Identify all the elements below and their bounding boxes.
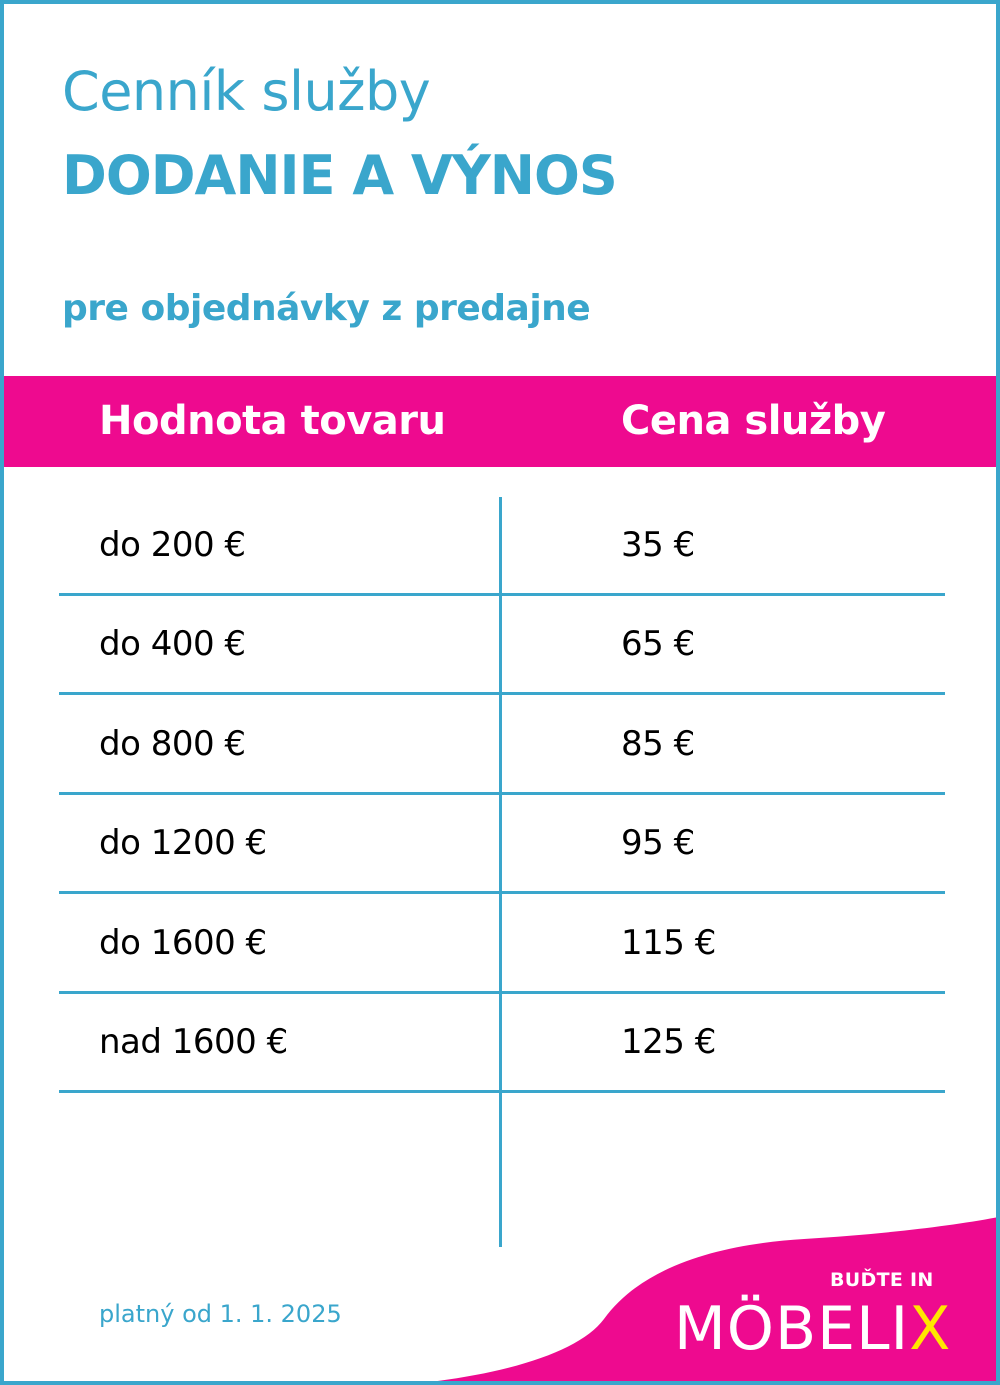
goods-value-cell: do 400 € bbox=[99, 624, 246, 664]
validity-date: platný od 1. 1. 2025 bbox=[99, 1300, 342, 1328]
page-title: Cenník služby bbox=[62, 60, 431, 123]
row-divider bbox=[59, 692, 945, 695]
table-row bbox=[59, 497, 945, 596]
brand-tagline: BUĎTE IN bbox=[830, 1269, 934, 1291]
column-header-goods-value: Hodnota tovaru bbox=[99, 398, 446, 444]
service-heading: DODANIE A VÝNOS bbox=[62, 144, 617, 207]
table-row bbox=[59, 994, 945, 1093]
table-row bbox=[59, 795, 945, 894]
table-row bbox=[59, 895, 945, 994]
goods-value-cell: do 200 € bbox=[99, 525, 246, 565]
service-price-cell: 85 € bbox=[621, 724, 695, 764]
column-header-service-price: Cena služby bbox=[621, 398, 886, 444]
brand-name-accent: X bbox=[909, 1294, 952, 1364]
mobelix-logo bbox=[674, 1294, 951, 1364]
service-price-cell: 95 € bbox=[621, 823, 695, 863]
service-price-cell: 35 € bbox=[621, 525, 695, 565]
goods-value-cell: do 1600 € bbox=[99, 923, 267, 963]
brand-name: MÖBELI bbox=[674, 1294, 910, 1364]
price-table bbox=[59, 497, 945, 1247]
service-price-cell: 125 € bbox=[621, 1022, 716, 1062]
service-subtitle: pre objednávky z predajne bbox=[62, 288, 591, 329]
table-header bbox=[4, 376, 1000, 467]
goods-value-cell: do 1200 € bbox=[99, 823, 267, 863]
row-divider bbox=[59, 1090, 945, 1093]
service-price-cell: 65 € bbox=[621, 624, 695, 664]
row-divider bbox=[59, 891, 945, 894]
goods-value-cell: do 800 € bbox=[99, 724, 246, 764]
table-row bbox=[59, 696, 945, 795]
service-price-cell: 115 € bbox=[621, 923, 716, 963]
table-row bbox=[59, 596, 945, 695]
goods-value-cell: nad 1600 € bbox=[99, 1022, 288, 1062]
